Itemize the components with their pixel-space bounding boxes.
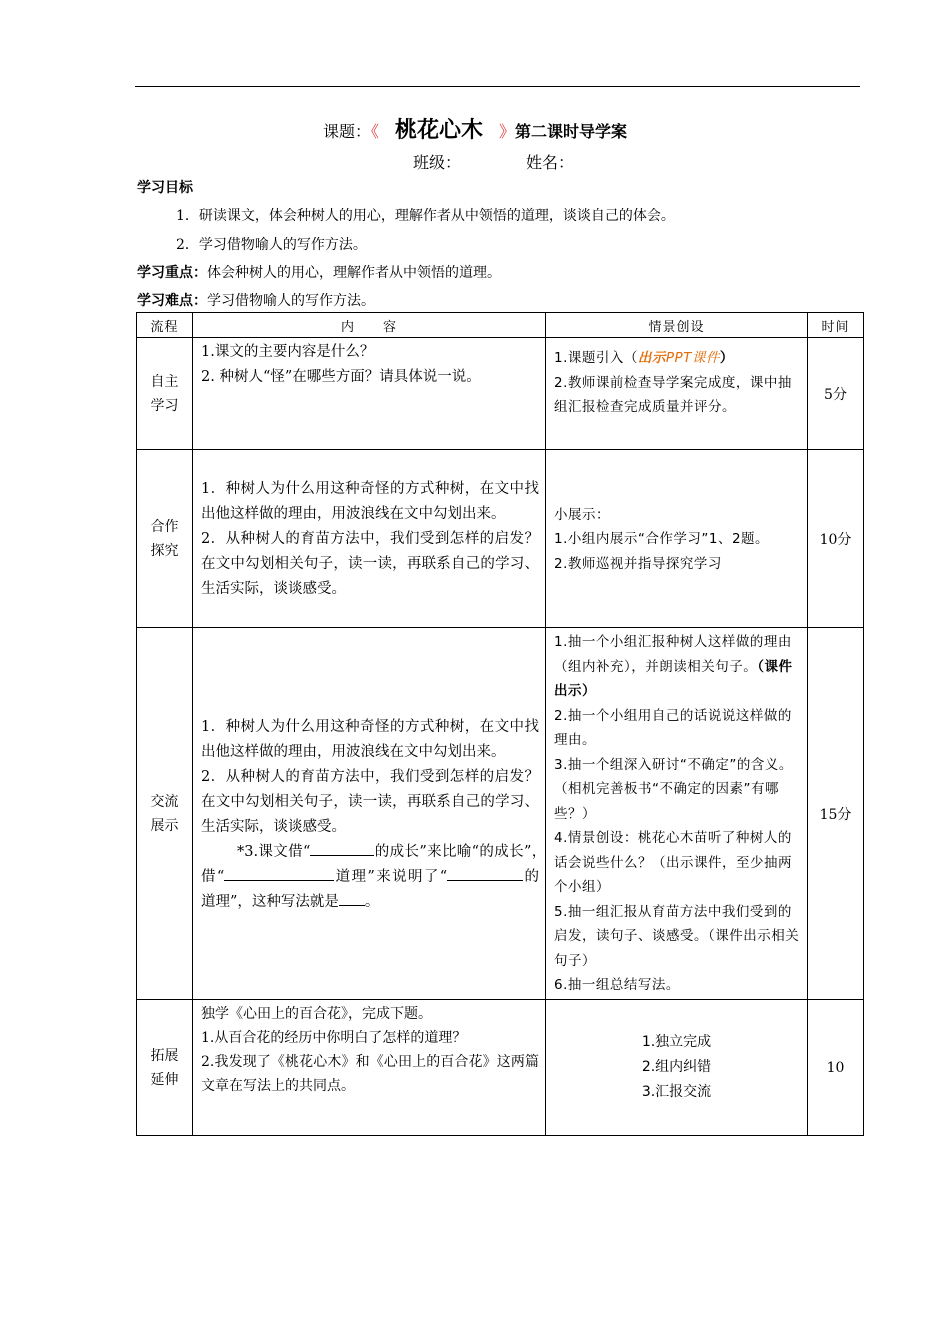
objective-item: 1．研读课文，体会种树人的用心，理解作者从中领悟的道理，谈谈自己的体会。 (176, 208, 675, 224)
scene-line: 3.抽一个组深入研讨“不确定”的含义。（相机完善板书“不确定的因素”有哪些？） (554, 756, 793, 822)
page-title (0, 113, 950, 144)
title-bracket-close: 》 (499, 122, 516, 141)
time-cell: 15分 (808, 628, 864, 1000)
table-header-row (137, 313, 864, 338)
content-line: 2．从种树人的育苗方法中，我们受到怎样的启发？在文中勾划相关句子，读一读，再联系自己的学习、生活实际，谈谈感受。 (201, 531, 539, 597)
scene-line: 1.独立完成 (641, 1034, 712, 1050)
scene-line: 2.组内纠错 (641, 1059, 712, 1075)
scene-cell (546, 338, 808, 450)
scene-line: 4.情景创设：桃花心木苗听了种树人的话会说些什么？（出示课件，至少抽两个小组） (554, 830, 792, 895)
process-cell: 合作探究 (137, 450, 193, 628)
header-process: 流程 (137, 313, 193, 338)
content-cell (193, 628, 554, 1000)
scene-line: 小展示： (554, 506, 610, 523)
objectives-heading: 学习目标 (137, 180, 193, 196)
scene-line: 1.课题引入（出示PPT课件） (554, 350, 734, 366)
content-cell (193, 338, 546, 450)
process-cell: 交流展示 (137, 628, 193, 1000)
scene-cell (546, 1000, 808, 1136)
scene-cell (546, 450, 808, 628)
blank[interactable] (447, 866, 523, 881)
scene-line: 2.教师巡视并指导探究学习 (554, 555, 722, 572)
objective-item: 2．学习借物喻人的写作方法。 (176, 237, 367, 253)
lesson-name: 桃花心木 (394, 118, 483, 143)
table-row (137, 628, 864, 1000)
process-cell: 拓展延伸 (137, 1000, 193, 1136)
scene-line: 2.教师课前检查导学案完成度，课中抽组汇报检查完成质量并评分。 (554, 374, 792, 415)
time-cell: 5分 (808, 338, 864, 450)
fill-in-question: *3.课文借“ 的成长”来比喻“的成长”， 借“ 道理”来说明了“ 的道理”，这种写法就是 。 (201, 840, 539, 915)
scene-line: 6.抽一组总结写法。 (554, 977, 680, 993)
header-rule (135, 86, 860, 87)
title-bracket-open: 《 (370, 122, 379, 141)
scene-line: 2.抽一个小组用自己的话说说这样做的理由。 (554, 707, 792, 748)
table-row (137, 1000, 864, 1136)
scene-line: 3.汇报交流 (641, 1084, 712, 1100)
content-line: 2. 种树人“怪”在哪些方面？请具体说一说。 (201, 369, 481, 385)
content-line: 1．种树人为什么用这种奇怪的方式种树，在文中找出他这样做的理由，用波浪线在文中勾划出来。 (201, 718, 539, 760)
key-point: 学习重点：体会种树人的用心，理解作者从中领悟的道理。 (137, 265, 501, 281)
table-row (137, 338, 864, 450)
scene-line: 1.抽一个小组汇报种树人这样做的理由（组内补充），并朗读相关句子。（课件出示） (554, 634, 793, 699)
process-cell: 自主学习 (137, 338, 193, 450)
blank[interactable] (339, 891, 365, 906)
title-prefix: 课题： (322, 122, 371, 141)
content-line: 1.从百合花的经历中你明白了怎样的道理？ (201, 1030, 467, 1046)
content-line: 2．从种树人的育苗方法中，我们受到怎样的启发？在文中勾划相关句子，读一读，再联系自己的学习、生活实际，谈谈感受。 (201, 768, 539, 835)
scene-cell (546, 628, 808, 1000)
content-cell (193, 1000, 546, 1136)
header-time: 时间 (808, 313, 864, 338)
scene-line: 5.抽一组汇报从育苗方法中我们受到的启发，读句子、谈感受。（课件出示相关句子） (554, 903, 800, 969)
time-cell: 10 (808, 1000, 864, 1136)
time-cell: 10分 (808, 450, 864, 628)
title-suffix: 第二课时导学案 (515, 122, 628, 141)
content-cell (193, 450, 546, 628)
content-line: 1.课文的主要内容是什么？ (201, 344, 375, 360)
blank[interactable] (310, 841, 374, 856)
name-label: 姓名： (526, 153, 575, 172)
content-line: 1．种树人为什么用这种奇怪的方式种树，在文中找出他这样做的理由，用波浪线在文中勾划出来。 (201, 481, 539, 522)
header-scene: 情景创设 (546, 313, 808, 338)
content-line: 独学《心田上的百合花》，完成下题。 (201, 1006, 432, 1022)
scene-line: 1.小组内展示“合作学习”1、2题。 (554, 531, 770, 548)
content-line: 2.我发现了《桃花心木》和《心田上的百合花》这两篇文章在写法上的共同点。 (201, 1054, 539, 1094)
lesson-table (136, 312, 864, 1136)
class-label: 班级： (413, 153, 462, 172)
blank[interactable] (224, 866, 334, 881)
header-content: 内 容 (193, 313, 546, 338)
table-row (137, 450, 864, 628)
difficulty: 学习难点：学习借物喻人的写作方法。 (137, 293, 375, 309)
student-info-line (413, 150, 574, 173)
